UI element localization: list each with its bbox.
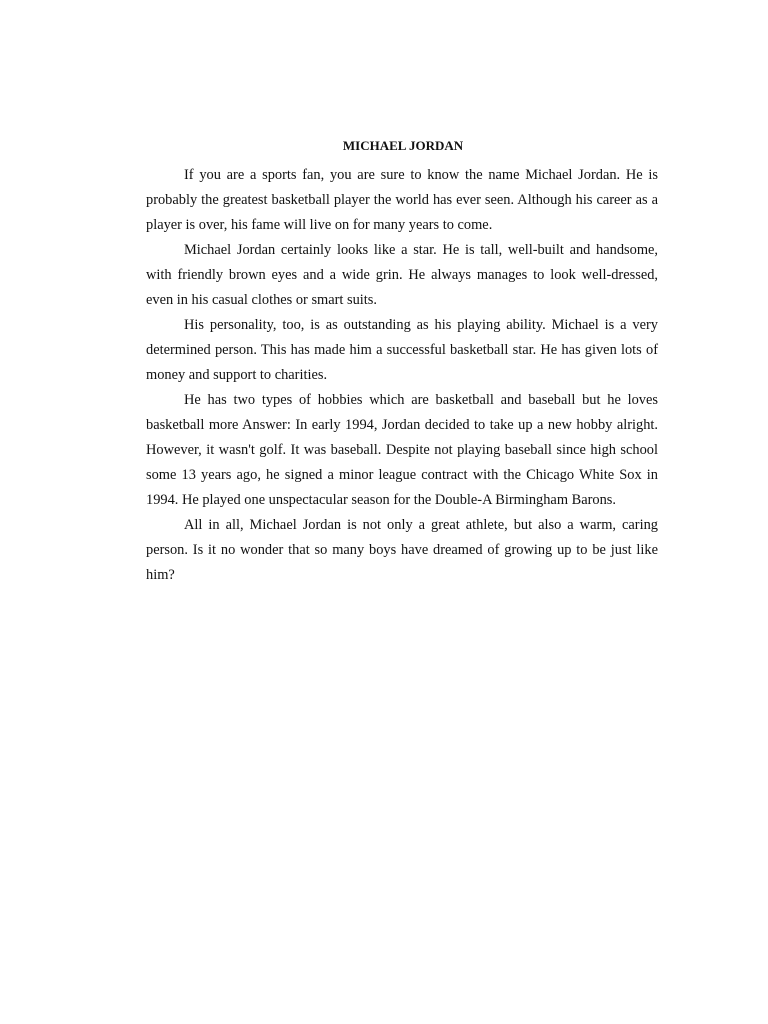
document-body	[146, 163, 658, 588]
document-title: MICHAEL JORDAN	[342, 138, 464, 153]
paragraph: Michael Jordan certainly looks like a star. He is tall, well-built and handsome, with friendly brown eyes and a wide grin. He always manages to look well-dressed, even in his casual clothes or smart suits.	[146, 242, 658, 308]
paragraph: He has two types of hobbies which are basketball and baseball but he loves basketball more Answer: In early 1994, Jordan decided to take up a new hobby alright. However, it wasn't golf. It was baseball. Despite not playing baseball since high school some 13 years ago, he signed a minor league contract with the Chicago White Sox in 1994. He played one unspectacular season for the Double-A Birmingham Barons.	[146, 392, 658, 508]
paragraph: His personality, too, is as outstanding as his playing ability. Michael is a very determined person. This has made him a successful basketball star. He has given lots of money and support to charities.	[146, 317, 658, 383]
paragraph: If you are a sports fan, you are sure to know the name Michael Jordan. He is probably the greatest basketball player the world has ever seen. Although his career as a player is over, his fame will live on for many years to come.	[146, 167, 658, 233]
paragraph: All in all, Michael Jordan is not only a great athlete, but also a warm, caring person. Is it no wonder that so many boys have dreamed of growing up to be just like him?	[146, 517, 658, 583]
